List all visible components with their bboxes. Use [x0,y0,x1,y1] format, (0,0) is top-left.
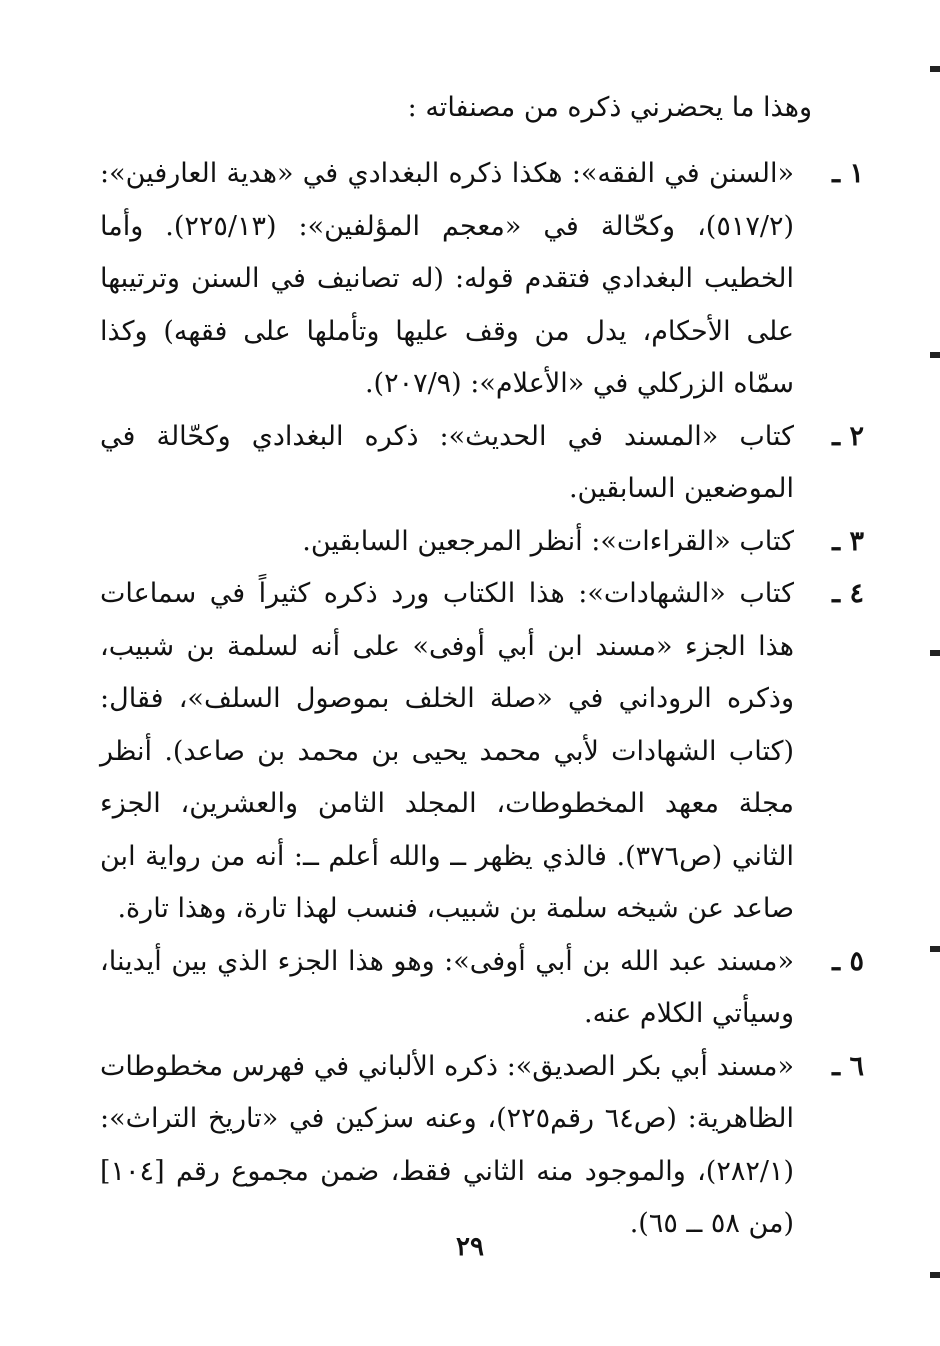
item-text: كتاب «الشهادات»: هذا الكتاب ورد ذكره كثيراً في سماعات هذا الجزء «مسند ابن أبي أوفى» على أنه لسلمة بن شبيب، وذكره الروداني في «صلة الخلف بموصول السلف»، فقال: (كتاب الشهادات لأبي محمد يحيى بن محمد بن صاعد). أنظر مجلة معهد المخطوطات، المجلد الثامن والعشرين، الجزء الثاني (ص٣٧٦). فالذي يظهر ــ والله أعلم ــ: أنه من رواية ابن صاعد عن شيخه سلمة بن شبيب، فنسب لهذا تارة، وهذا تارة. [100,578,794,924]
scan-edge-mark [930,946,940,952]
item-text: «السنن في الفقه»: هكذا ذكره البغدادي في «هدية العارفين»: (٥١٧/٢)، وكحّالة في «معجم المؤلفين»: (٢٢٥/١٣). وأما الخطيب البغدادي فتقدم قوله: (له تصانيف في السنن وترتيبها على الأحكام، يدل من وقف عليها وتأملها على فقهه) وكذا سمّاه الزركلي في «الأعلام»: (٢٠٧/٩). [100,158,794,399]
works-list [100,148,864,1251]
item-number: ٦ ـ [832,1050,864,1082]
scan-edge-mark [930,650,940,656]
item-text: كتاب «القراءات»: أنظر المرجعين السابقين. [302,525,794,557]
item-text: «مسند أبي بكر الصديق»: ذكره الألباني في فهرس مخطوطات الظاهرية: (ص٦٤ رقم٢٢٥)، وعنه سزكين في «تاريخ التراث»: (٢٨٢/١)، والموجود منه الثاني فقط، ضمن مجموع رقم [١٠٤] (من ٥٨ ــ ٦٥). [100,1050,794,1239]
list-item [100,411,864,516]
list-item [100,148,864,411]
page-number: ٢٩ [456,1232,484,1262]
list-item [100,1041,864,1251]
item-text: «مسند عبد الله بن أبي أوفى»: وهو هذا الجزء الذي بين أيدينا، وسيأتي الكلام عنه. [100,945,794,1029]
item-number: ٣ ـ [832,525,864,557]
list-item [100,936,864,1041]
item-number: ٥ ـ [832,945,864,977]
list-item [100,568,864,936]
list-item [100,516,864,569]
item-number: ٢ ـ [832,420,864,452]
scan-edge-mark [930,66,940,72]
scan-edge-mark [930,1272,940,1278]
item-text: كتاب «المسند في الحديث»: ذكره البغدادي وكحّالة في الموضعين السابقين. [100,420,794,504]
item-number: ١ ـ [832,158,864,189]
intro-line: وهذا ما يحضرني ذكره من مصنفاته : [407,92,812,123]
item-number: ٤ ـ [832,578,864,609]
scan-edge-mark [930,352,940,358]
